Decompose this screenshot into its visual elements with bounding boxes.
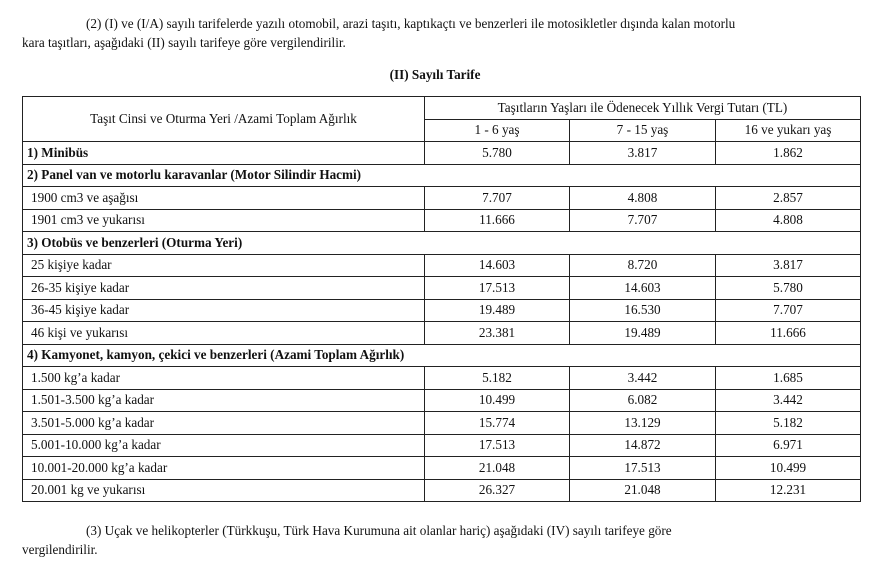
cell-tax-16-plus: 3.442 (716, 389, 861, 412)
cell-tax-1-6: 21.048 (425, 457, 570, 480)
table-row (23, 457, 861, 480)
cell-tax-16-plus: 3.817 (716, 254, 861, 277)
table-row (23, 412, 861, 435)
row-label: 1) Minibüs (23, 142, 425, 165)
cell-tax-7-15: 8.720 (570, 254, 716, 277)
tariff-body (23, 142, 861, 502)
table-row (23, 209, 861, 232)
table-title: (II) Sayılı Tarife (389, 67, 481, 82)
table-row (23, 322, 861, 345)
cell-tax-7-15: 17.513 (570, 457, 716, 480)
cell-tax-7-15: 3.817 (570, 142, 716, 165)
intro-line-2: kara taşıtları, aşağıdaki (II) sayılı tarifeye göre vergilendirilir. (22, 35, 346, 50)
cell-tax-1-6: 5.780 (425, 142, 570, 165)
row-label: 25 kişiye kadar (23, 254, 425, 277)
section-heading: 2) Panel van ve motorlu karavanlar (Motor Silindir Hacmi) (23, 164, 861, 187)
cell-tax-16-plus: 5.182 (716, 412, 861, 435)
cell-tax-1-6: 11.666 (425, 209, 570, 232)
section-row (23, 232, 861, 255)
cell-tax-1-6: 14.603 (425, 254, 570, 277)
header-vehicle-type: Taşıt Cinsi ve Oturma Yeri /Azami Toplam Ağırlık (23, 97, 425, 142)
header-row-1 (23, 97, 861, 120)
cell-tax-16-plus: 5.780 (716, 277, 861, 300)
cell-tax-16-plus: 7.707 (716, 299, 861, 322)
cell-tax-16-plus: 11.666 (716, 322, 861, 345)
tariff-table (22, 96, 861, 502)
row-label: 1.500 kg’a kadar (23, 367, 425, 390)
row-label: 3.501-5.000 kg’a kadar (23, 412, 425, 435)
cell-tax-7-15: 3.442 (570, 367, 716, 390)
cell-tax-16-plus: 10.499 (716, 457, 861, 480)
cell-tax-7-15: 7.707 (570, 209, 716, 232)
table-row (23, 367, 861, 390)
table-row (23, 299, 861, 322)
intro-line-1: (2) (I) ve (I/A) sayılı tarifelerde yazılı otomobil, arazi taşıtı, kaptıkaçtı ve benzerleri ile motosikletler dışında kalan motorlu (86, 16, 736, 31)
table-row (23, 434, 861, 457)
row-label: 36-45 kişiye kadar (23, 299, 425, 322)
cell-tax-7-15: 19.489 (570, 322, 716, 345)
intro-paragraph (22, 14, 860, 52)
outro-paragraph (22, 521, 860, 559)
cell-tax-7-15: 4.808 (570, 187, 716, 210)
row-label: 1900 cm3 ve aşağısı (23, 187, 425, 210)
row-label: 20.001 kg ve yukarısı (23, 479, 425, 502)
section-row (23, 164, 861, 187)
table-row (23, 187, 861, 210)
cell-tax-1-6: 17.513 (425, 277, 570, 300)
cell-tax-16-plus: 1.685 (716, 367, 861, 390)
cell-tax-1-6: 19.489 (425, 299, 570, 322)
cell-tax-7-15: 21.048 (570, 479, 716, 502)
row-label: 46 kişi ve yukarısı (23, 322, 425, 345)
row-label: 26-35 kişiye kadar (23, 277, 425, 300)
table-row (23, 479, 861, 502)
cell-tax-7-15: 16.530 (570, 299, 716, 322)
cell-tax-1-6: 15.774 (425, 412, 570, 435)
header-age-1-6: 1 - 6 yaş (425, 119, 570, 142)
row-label: 1.501-3.500 kg’a kadar (23, 389, 425, 412)
cell-tax-16-plus: 4.808 (716, 209, 861, 232)
table-row (23, 142, 861, 165)
row-label: 5.001-10.000 kg’a kadar (23, 434, 425, 457)
row-label: 10.001-20.000 kg’a kadar (23, 457, 425, 480)
section-heading: 3) Otobüs ve benzerleri (Oturma Yeri) (23, 232, 861, 255)
cell-tax-1-6: 7.707 (425, 187, 570, 210)
header-age-16-plus: 16 ve yukarı yaş (716, 119, 861, 142)
outro-line-1: (3) Uçak ve helikopterler (Türkkuşu, Türk Hava Kurumuna ait olanlar hariç) aşağıdaki (IV) sayılı tarifeye göre (86, 523, 672, 538)
table-row (23, 389, 861, 412)
cell-tax-7-15: 6.082 (570, 389, 716, 412)
cell-tax-1-6: 10.499 (425, 389, 570, 412)
cell-tax-1-6: 17.513 (425, 434, 570, 457)
section-row (23, 344, 861, 367)
section-heading: 4) Kamyonet, kamyon, çekici ve benzerleri (Azami Toplam Ağırlık) (23, 344, 861, 367)
table-row (23, 254, 861, 277)
outro-line-2: vergilendirilir. (22, 542, 98, 557)
cell-tax-16-plus: 1.862 (716, 142, 861, 165)
table-row (23, 277, 861, 300)
header-tax-group: Taşıtların Yaşları ile Ödenecek Yıllık Vergi Tutarı (TL) (425, 97, 861, 120)
cell-tax-1-6: 23.381 (425, 322, 570, 345)
row-label: 1901 cm3 ve yukarısı (23, 209, 425, 232)
cell-tax-7-15: 14.603 (570, 277, 716, 300)
cell-tax-1-6: 26.327 (425, 479, 570, 502)
cell-tax-7-15: 13.129 (570, 412, 716, 435)
cell-tax-7-15: 14.872 (570, 434, 716, 457)
cell-tax-16-plus: 2.857 (716, 187, 861, 210)
cell-tax-16-plus: 12.231 (716, 479, 861, 502)
cell-tax-1-6: 5.182 (425, 367, 570, 390)
cell-tax-16-plus: 6.971 (716, 434, 861, 457)
header-age-7-15: 7 - 15 yaş (570, 119, 716, 142)
